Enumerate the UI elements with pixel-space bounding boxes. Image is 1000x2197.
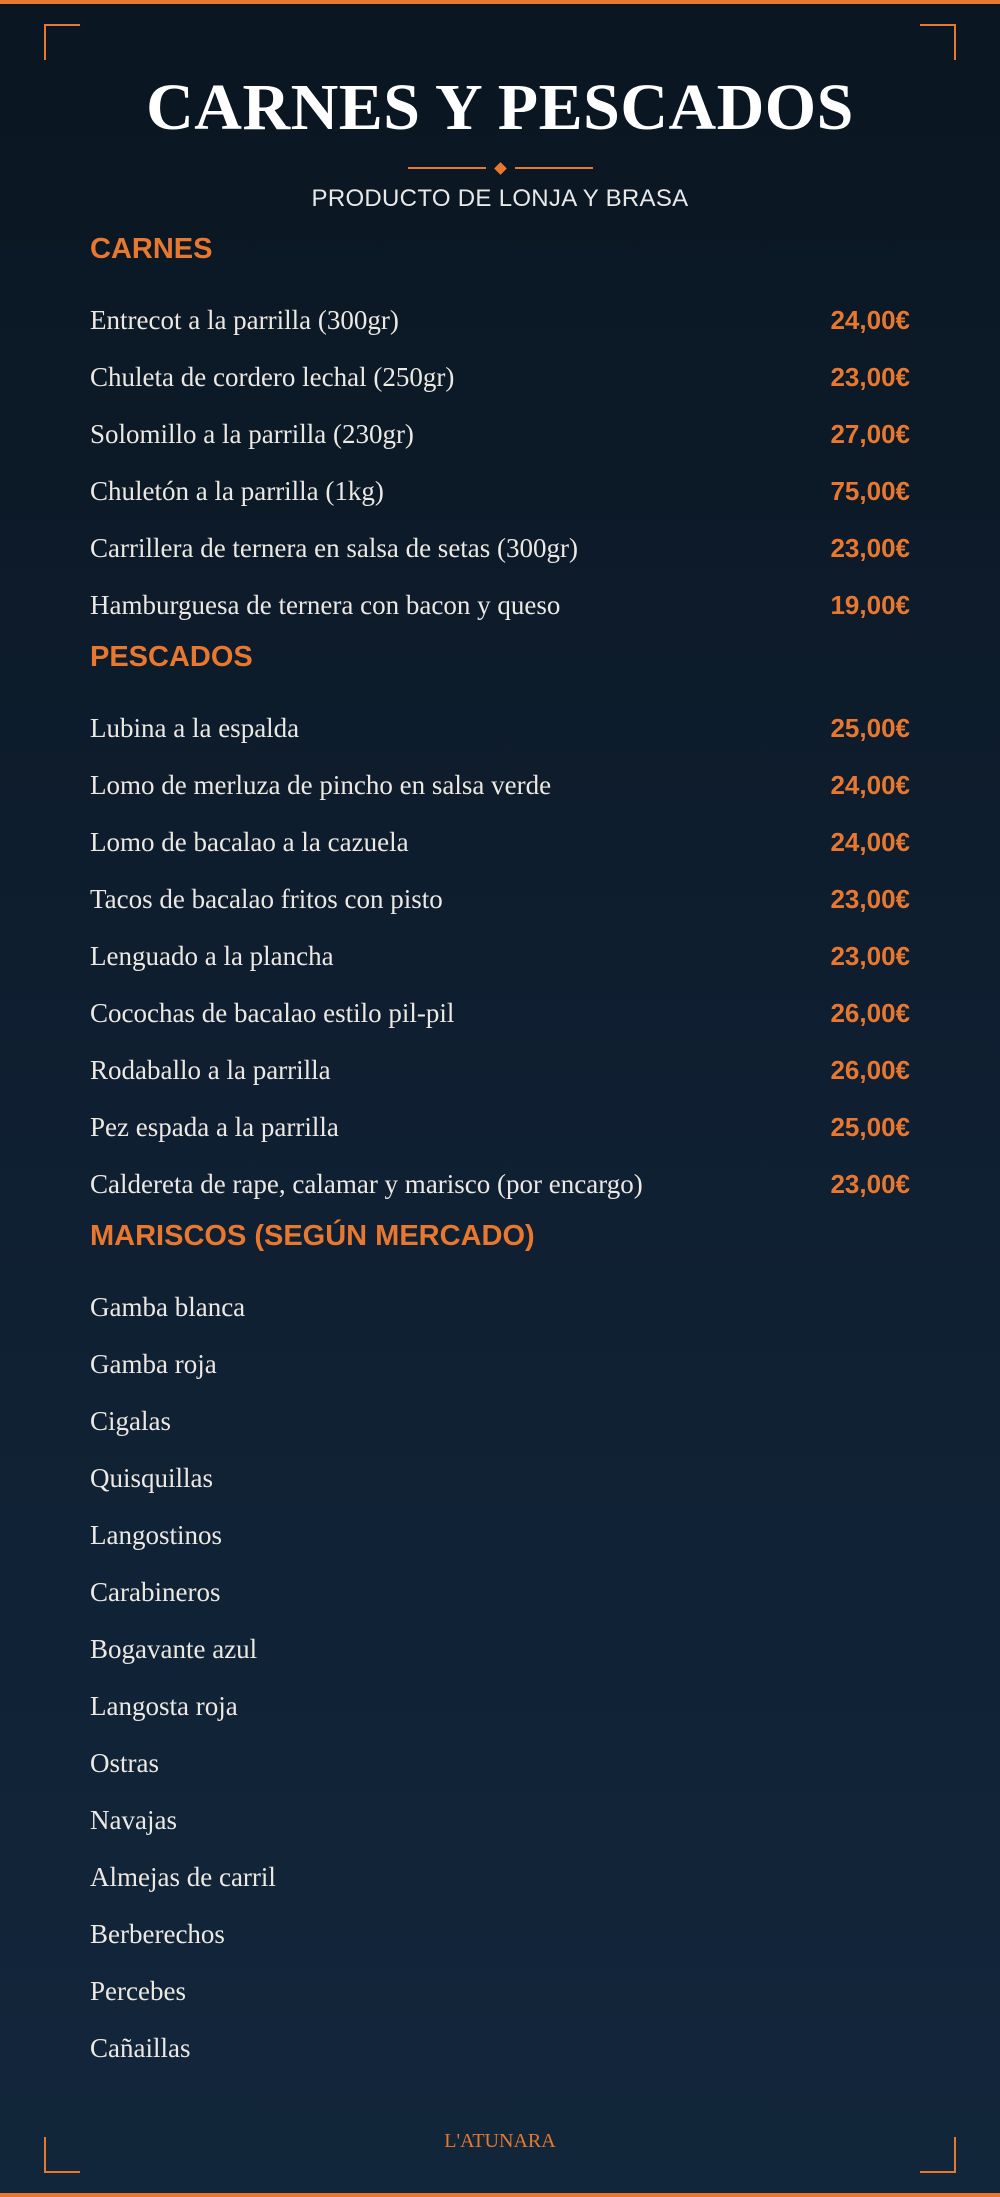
menu-item [90,1393,910,1450]
menu-item-price: 23,00€ [830,941,910,971]
menu-item [90,349,910,406]
menu-item-price: 25,00€ [830,713,910,743]
menu-item [90,871,910,928]
menu-item-name: Hamburguesa de ternera con bacon y queso [90,590,561,620]
menu-item-price: 25,00€ [830,1112,910,1142]
menu-item [90,1963,910,2020]
menu-item [90,1849,910,1906]
menu-item [90,1906,910,1963]
menu-item-name: Carrillera de ternera en salsa de setas (300gr) [90,533,579,563]
menu-item [90,1735,910,1792]
page-title: CARNES Y PESCADOS [146,71,854,144]
menu-item-name: Caldereta de rape, calamar y marisco (por encargo) [90,1169,643,1199]
menu-item [90,1336,910,1393]
title-divider [0,160,1000,176]
menu-item [90,1792,910,1849]
menu-item-price: 24,00€ [830,770,910,800]
menu-item [90,1564,910,1621]
menu-item-price: 23,00€ [830,533,910,563]
menu-item-price: 24,00€ [830,827,910,857]
menu-item [90,292,910,349]
menu-item-name: Gamba roja [90,1349,217,1379]
menu-item [90,406,910,463]
menu-item [90,1621,910,1678]
menu-item-name: Tacos de bacalao fritos con pisto [90,884,443,914]
menu-item [90,577,910,634]
menu-item-list [90,292,910,634]
menu-item [90,1507,910,1564]
menu-item-name: Berberechos [90,1919,225,1949]
menu-item-name: Entrecot a la parrilla (300gr) [90,305,399,335]
menu-item-name: Quisquillas [90,1463,214,1493]
menu-item-list [90,1279,910,2077]
menu-item [90,814,910,871]
menu-item-name: Cañaillas [90,2033,191,2063]
menu-item-name: Langostinos [90,1520,222,1550]
menu-item-name: Percebes [90,1976,186,2006]
section-title: CARNES [90,233,213,265]
menu-item-price: 23,00€ [830,362,910,392]
corner-ornament-top-left [44,24,80,60]
menu-item-price: 75,00€ [830,476,910,506]
menu-item-name: Cigalas [90,1406,171,1436]
menu-item [90,1450,910,1507]
menu-item-price: 23,00€ [830,1169,910,1199]
menu-item [90,757,910,814]
menu-item-price: 23,00€ [830,884,910,914]
menu-item [90,1099,910,1156]
menu-item-name: Almejas de carril [90,1862,276,1892]
menu-item [90,700,910,757]
menu-section [90,1213,910,2077]
menu-item [90,1042,910,1099]
menu-item-name: Pez espada a la parrilla [90,1112,339,1142]
menu-item [90,1279,910,1336]
menu-item-name: Cocochas de bacalao estilo pil-pil [90,998,455,1028]
diamond-icon [494,162,507,175]
menu-item-name: Bogavante azul [90,1634,258,1664]
divider-line-left [408,167,486,169]
menu-item [90,2020,910,2077]
menu-item [90,463,910,520]
menu-item-name: Chuletón a la parrilla (1kg) [90,476,384,506]
section-title: PESCADOS [90,641,253,673]
menu-item [90,1156,910,1213]
menu-item [90,520,910,577]
menu-item-price: 26,00€ [830,998,910,1028]
menu-item-name: Navajas [90,1805,177,1835]
menu-item-price: 26,00€ [830,1055,910,1085]
divider-line-right [515,167,593,169]
menu-section [90,634,910,1213]
menu-item-list [90,700,910,1213]
menu-item-price: 27,00€ [830,419,910,449]
menu-item-name: Carabineros [90,1577,221,1607]
menu-item-name: Chuleta de cordero lechal (250gr) [90,362,455,392]
menu-item [90,928,910,985]
menu-item-name: Lubina a la espalda [90,713,300,743]
menu-item-name: Ostras [90,1748,159,1778]
corner-ornament-top-right [920,24,956,60]
menu-item-name: Gamba blanca [90,1292,246,1322]
menu-item-name: Lenguado a la plancha [90,941,334,971]
menu-item-name: Solomillo a la parrilla (230gr) [90,419,414,449]
menu-body [90,226,910,2077]
menu-item-price: 24,00€ [830,305,910,335]
menu-item-price: 19,00€ [830,590,910,620]
menu-item-name: Rodaballo a la parrilla [90,1055,331,1085]
page-subtitle: PRODUCTO DE LONJA Y BRASA [311,185,689,212]
section-title: MARISCOS (SEGÚN MERCADO) [90,1220,535,1252]
menu-item-name: Langosta roja [90,1691,238,1721]
menu-item [90,985,910,1042]
menu-header [0,66,1000,214]
menu-section [90,226,910,634]
menu-item-name: Lomo de bacalao a la cazuela [90,827,409,857]
menu-item [90,1678,910,1735]
footer-brand: L'ATUNARA [444,2130,556,2152]
menu-item-name: Lomo de merluza de pincho en salsa verde [90,770,552,800]
